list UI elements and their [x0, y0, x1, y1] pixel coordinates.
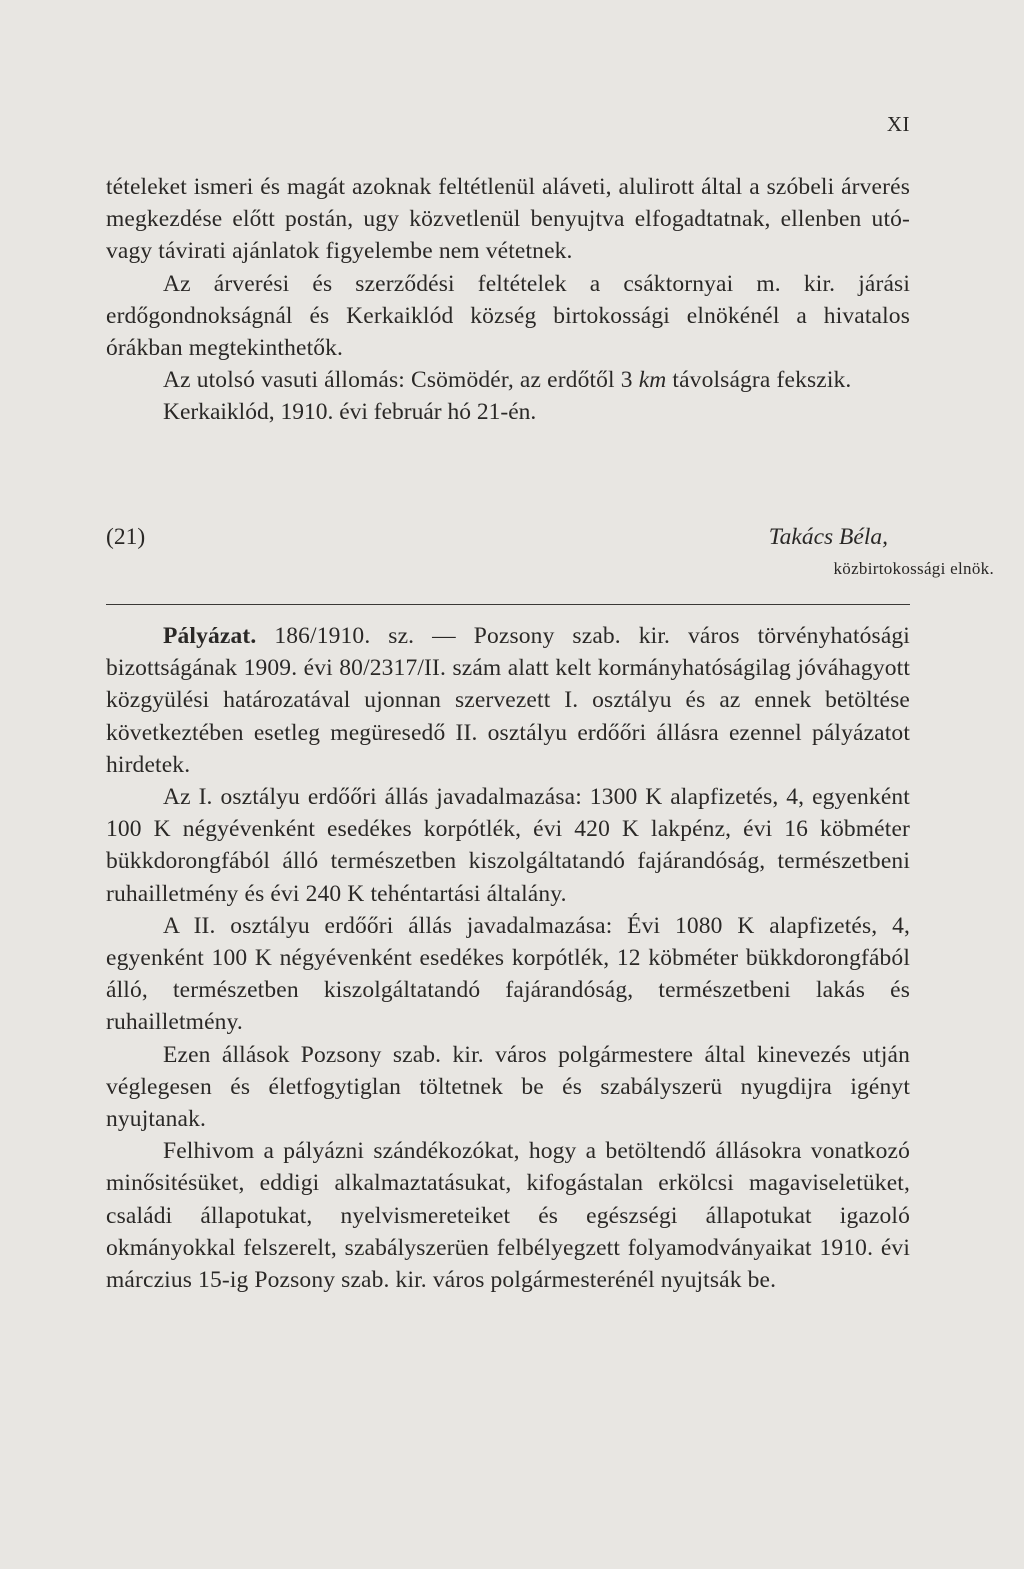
- paragraph-conditions: Az árverési és szerződési feltételek a csáktornyai m. kir. járási erdőgondnokságnál és Kerkaiklód község birtokossági elnökénél a hivatalos órákban megtekinthetők.: [106, 270, 910, 362]
- signer-name: Takács Béla,: [768, 524, 888, 550]
- auction-notice-section: [106, 171, 910, 429]
- distance-unit: km: [638, 367, 667, 394]
- paragraph-class-one-salary: Az I. osztályu erdőőri állás javadalmazása: 1300 K alapfizetés, 4, egyenként 100 K négyévenként esedékes korpótlék, évi 420 K lakpénz, évi 16 köbméter bükkdorongfából álló természetben kiszolgáltatandó fajárandóság, természetbeni ruhailletmény és évi 240 K tehéntartási általány.: [106, 784, 910, 907]
- job-announcement-section: [106, 620, 910, 1296]
- signer-title: közbirtokossági elnök.: [833, 559, 994, 578]
- paragraph-application-instructions: Felhivom a pályázni szándékozókat, hogy a betöltendő állásokra vonatkozó minősitésüket, eddigi alkalmaztatásukat, kifogástalan erkölcsi magaviseletüket, családi állapotukat, nyelvismereteiket és egészségi állapotukat igazoló okmányokkal felszerelt, szabályszerüen felbélyegzett folyamodványaikat 1910. évi márczius 15-ig Pozsony szab. kir. város polgármesterénél nyujtsák be.: [106, 1138, 910, 1294]
- reference-number: (21): [106, 524, 146, 550]
- paragraph-class-two-salary: A II. osztályu erdőőri állás javadalmazása: Évi 1080 K alapfizetés, 4, egyenként 100 K négyévenként esedékes korpótlék, 12 köbméter bükkdorongfából álló, természetben kiszolgáltatandó fajárandóság, természetbeni lakás és ruhailletmény.: [106, 912, 910, 1036]
- date-line: Kerkaiklód, 1910. évi február hó 21-én.: [163, 399, 537, 426]
- page-number: XI: [886, 112, 910, 136]
- paragraph-railway-station: [106, 364, 910, 396]
- paragraph-announcement-intro: [106, 620, 910, 781]
- railway-text-end: távolságra fekszik.: [666, 367, 852, 394]
- section-divider: [106, 604, 910, 605]
- signature-row: [106, 524, 910, 556]
- paragraph-appointment: Ezen állások Pozsony szab. kir. város polgármestere által kinevezés utján véglegesen és életfogytiglan töltetnek be és szabályszerü nyugdijra igényt nyujtanak.: [106, 1041, 910, 1133]
- announcement-intro-text: 186/1910. sz. — Pozsony szab. kir. város törvényhatósági bizottságának 1909. évi 80/2317/II. szám alatt kelt kormányhatóságilag jóváhagyott közgyülési határozatával ujonnan szervezett I. osztályu és az ennek betöltése következtében esetleg megüresedő II. osztályu erdőőri állásra ezennel pályázatot hirdetek.: [106, 623, 910, 778]
- announcement-heading: Pályázat.: [163, 623, 257, 649]
- railway-text-start: Az utolsó vasuti állomás: Csömödér, az erdőtől 3: [163, 367, 639, 394]
- paragraph-auction-terms: tételeket ismeri és magát azoknak feltétlenül aláveti, alulirott által a szóbeli árverés megkezdése előtt postán, ugy közvetlenül benyujtva elfogadtatnak, ellenben utó- vagy távirati ajánlatok figyelembe nem vétetnek.: [106, 174, 910, 265]
